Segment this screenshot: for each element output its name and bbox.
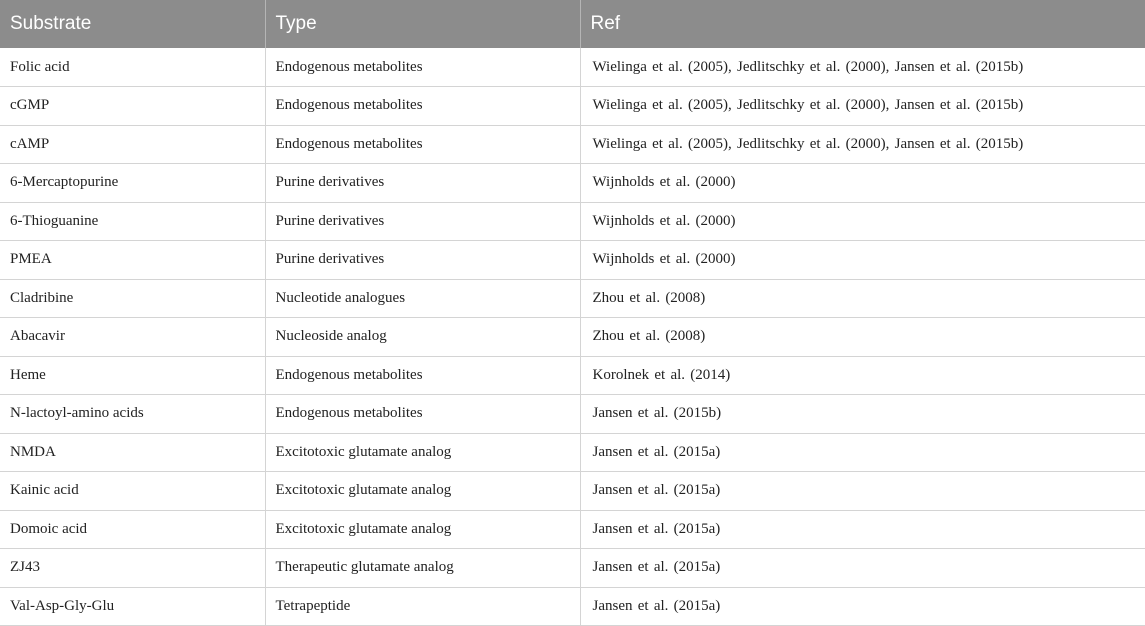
table-row [0, 241, 1145, 280]
type-cell: Endogenous metabolites [265, 87, 580, 126]
ref-cell: Wielinga et al. (2005), Jedlitschky et al. (2000), Jansen et al. (2015b) [580, 125, 1145, 164]
ref-cell: Jansen et al. (2015a) [580, 472, 1145, 511]
substrate-cell: 6-Thioguanine [0, 202, 265, 241]
type-cell: Endogenous metabolites [265, 356, 580, 395]
table-header [0, 0, 1145, 48]
type-cell: Therapeutic glutamate analog [265, 549, 580, 588]
substrate-cell: N-lactoyl-amino acids [0, 395, 265, 434]
type-cell: Endogenous metabolites [265, 48, 580, 87]
substrate-cell: NMDA [0, 433, 265, 472]
ref-cell: Jansen et al. (2015a) [580, 510, 1145, 549]
type-cell: Excitotoxic glutamate analog [265, 472, 580, 511]
ref-cell: Wielinga et al. (2005), Jedlitschky et al. (2000), Jansen et al. (2015b) [580, 87, 1145, 126]
substrate-cell: Heme [0, 356, 265, 395]
ref-cell: Zhou et al. (2008) [580, 279, 1145, 318]
ref-cell: Wijnholds et al. (2000) [580, 241, 1145, 280]
table-row [0, 472, 1145, 511]
type-cell: Excitotoxic glutamate analog [265, 510, 580, 549]
substrate-cell: PMEA [0, 241, 265, 280]
type-cell: Endogenous metabolites [265, 125, 580, 164]
table-row [0, 395, 1145, 434]
ref-cell: Jansen et al. (2015a) [580, 433, 1145, 472]
type-cell: Nucleotide analogues [265, 279, 580, 318]
ref-cell: Wijnholds et al. (2000) [580, 202, 1145, 241]
table-body [0, 48, 1145, 626]
ref-cell: Korolnek et al. (2014) [580, 356, 1145, 395]
type-cell: Purine derivatives [265, 164, 580, 203]
table-row [0, 318, 1145, 357]
substrate-cell: Val-Asp-Gly-Glu [0, 587, 265, 626]
table-row [0, 87, 1145, 126]
table-row [0, 48, 1145, 87]
substrate-cell: ZJ43 [0, 549, 265, 588]
type-cell: Tetrapeptide [265, 587, 580, 626]
type-cell: Endogenous metabolites [265, 395, 580, 434]
substrate-cell: Cladribine [0, 279, 265, 318]
substrate-cell: Domoic acid [0, 510, 265, 549]
substrate-cell: 6-Mercaptopurine [0, 164, 265, 203]
substrate-cell: Kainic acid [0, 472, 265, 511]
table-row [0, 202, 1145, 241]
ref-cell: Wielinga et al. (2005), Jedlitschky et al. (2000), Jansen et al. (2015b) [580, 48, 1145, 87]
ref-cell: Zhou et al. (2008) [580, 318, 1145, 357]
substrate-cell: Folic acid [0, 48, 265, 87]
table-row [0, 587, 1145, 626]
column-header-substrate: Substrate [0, 0, 265, 48]
column-header-ref: Ref [580, 0, 1145, 48]
substrate-cell: cGMP [0, 87, 265, 126]
ref-cell: Jansen et al. (2015b) [580, 395, 1145, 434]
type-cell: Purine derivatives [265, 202, 580, 241]
ref-cell: Jansen et al. (2015a) [580, 549, 1145, 588]
table-row [0, 164, 1145, 203]
table-row [0, 125, 1145, 164]
type-cell: Excitotoxic glutamate analog [265, 433, 580, 472]
type-cell: Nucleoside analog [265, 318, 580, 357]
ref-cell: Jansen et al. (2015a) [580, 587, 1145, 626]
column-header-type: Type [265, 0, 580, 48]
substrate-cell: Abacavir [0, 318, 265, 357]
table-row [0, 510, 1145, 549]
table-row [0, 356, 1145, 395]
type-cell: Purine derivatives [265, 241, 580, 280]
header-row [0, 0, 1145, 48]
table-row [0, 433, 1145, 472]
table-row [0, 279, 1145, 318]
ref-cell: Wijnholds et al. (2000) [580, 164, 1145, 203]
table-row [0, 549, 1145, 588]
substrate-cell: cAMP [0, 125, 265, 164]
